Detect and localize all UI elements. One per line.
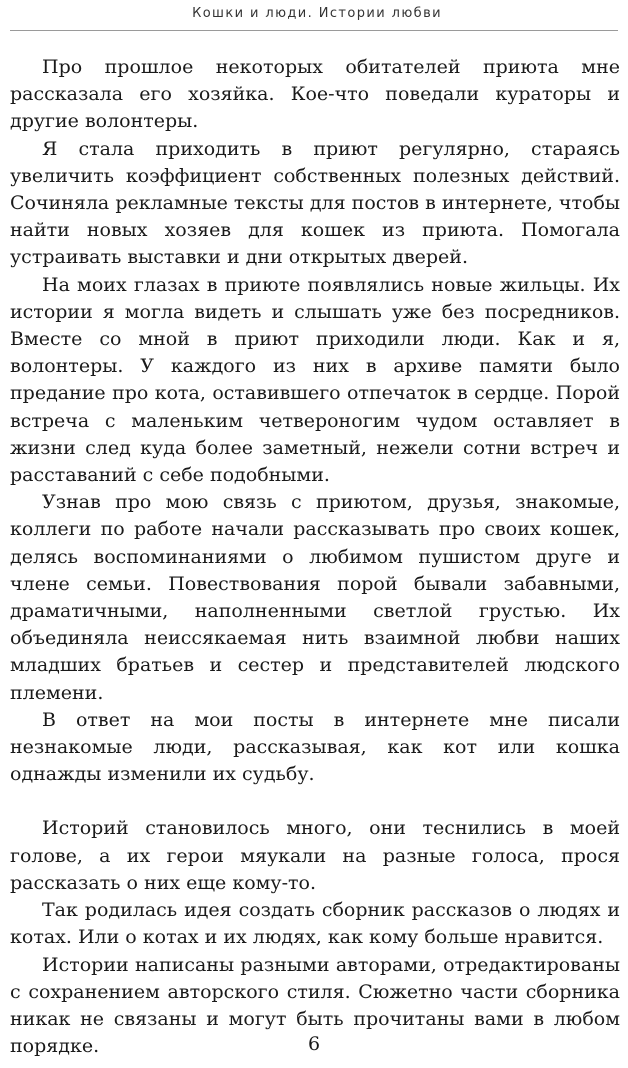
- paragraph: Узнав про мою связь с приютом, друзья, знакомые, коллеги по работе начали рассказывать про своих кошек, делясь воспоминаниями о любимом пушистом друге и члене семьи. Повествования порой бывали забавными, драматичными, наполненными светлой грустью. Их объединяла неиссякаемая нить взаимной любви наших младших братьев и сестер и представителей людского племени.: [10, 491, 620, 704]
- page-number: 6: [307, 1033, 321, 1055]
- paragraph: В ответ на мои посты в интернете мне писали незнакомые люди, рассказывая, как кот или кошка однажды изменили их судьбу.: [10, 708, 620, 786]
- section-break: [10, 788, 620, 815]
- paragraph: Про прошлое некоторых обитателей приюта мне рассказала его хозяйка. Кое-что поведали кураторы и другие волонтеры.: [10, 56, 620, 133]
- paragraph: На моих глазах в приюте появлялись новые жильцы. Их истории я могла видеть и слышать уже без посредников. Вместе со мной в приют приходили люди. Как и я, волонтеры. У каждого из них в архиве памяти было предание про кота, оставившего отпечаток в сердце. Порой встреча с маленьким четвероногим чудом оставляет в жизни след куда более заметный, нежели сотни встреч и расставаний с себе подобными.: [10, 273, 620, 487]
- paragraph: Историй становилось много, они теснились в моей голове, а их герои мяукали на разные голоса, прося рассказать о них еще кому-то.: [10, 817, 620, 894]
- running-head-title: Кошки и люди. Истории любви: [192, 6, 442, 21]
- paragraph: Так родилась идея создать сборник рассказов о людях и котах. Или о котах и их людях, как кому больше нравится.: [10, 899, 620, 949]
- paragraph: Истории написаны разными авторами, отредактированы с сохранением авторского стиля. Сюжетно части сборника никак не связаны и могут быть прочитаны вами в любом порядке.: [10, 953, 620, 1058]
- paragraph: Я стала приходить в приют регулярно, стараясь увеличить коэффициент собственных полезных действий. Сочиняла рекламные тексты для постов в интернете, чтобы найти новых хозяев для кошек из приюта. Помогала устраивать выставки и дни открытых дверей.: [10, 137, 620, 269]
- running-head-rule: [10, 30, 618, 31]
- running-head: [0, 0, 628, 40]
- body-text: [10, 54, 620, 1060]
